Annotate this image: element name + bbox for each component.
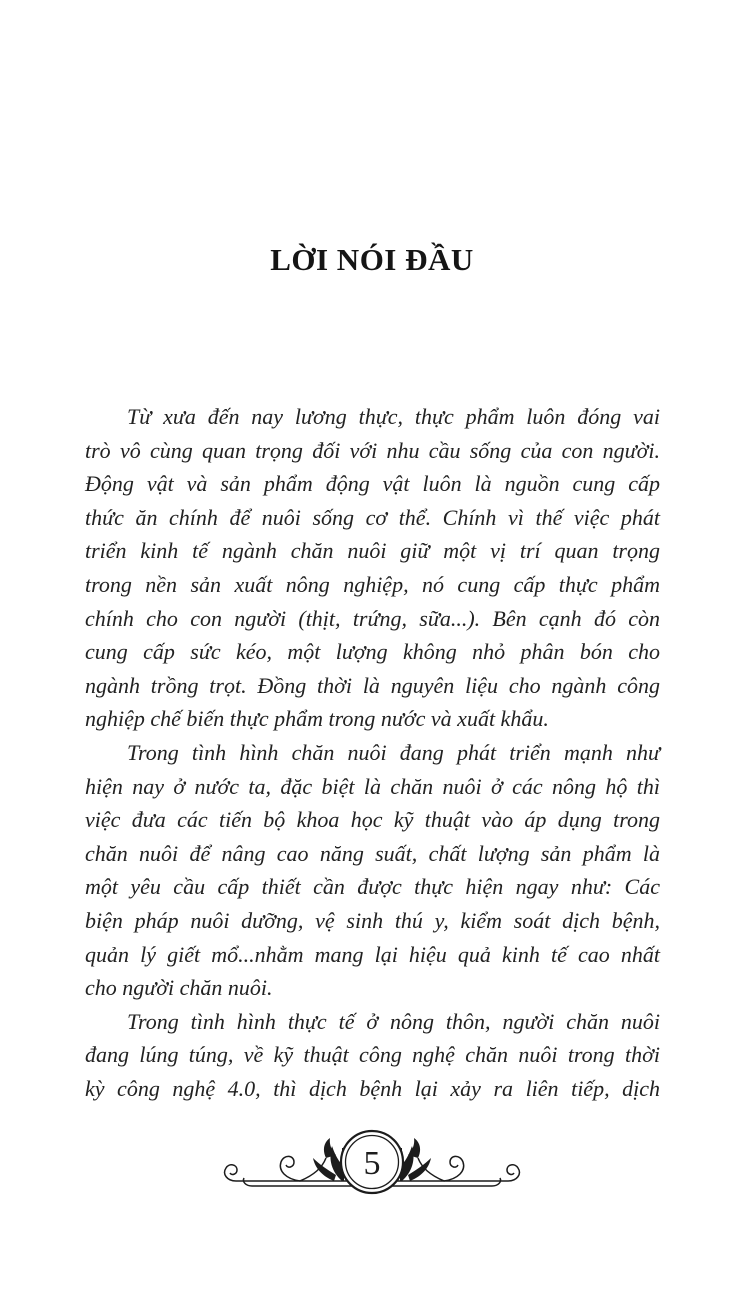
text-line: trong nền sản xuất nông nghiệp, nó cung cấp thực phẩm: [85, 571, 660, 597]
text-line: ngành trồng trọt. Đồng thời là nguyên liệu cho ngành công: [85, 672, 660, 698]
paragraph: [85, 400, 660, 736]
text-line: kỳ công nghệ 4.0, thì dịch bệnh lại xảy ra liên tiếp, dịch: [85, 1075, 660, 1101]
text-line: thức ăn chính để nuôi sống cơ thể. Chính vì thế việc phát: [85, 504, 660, 530]
text-line: biện pháp nuôi dưỡng, vệ sinh thú y, kiểm soát dịch bệnh,: [85, 907, 660, 933]
page-number-ornament: [222, 1120, 522, 1204]
text-line: triển kinh tế ngành chăn nuôi giữ một vị trí quan trọng: [85, 538, 660, 564]
text-line: nghiệp chế biến thực phẩm trong nước và xuất khẩu.: [85, 706, 549, 732]
text-line: chính cho con người (thịt, trứng, sữa...). Bên cạnh đó còn: [85, 605, 660, 631]
text-line: Trong tình hình chăn nuôi đang phát triển mạnh như: [127, 739, 660, 765]
text-line: đang lúng túng, về kỹ thuật công nghệ chăn nuôi trong thời: [85, 1042, 660, 1068]
paragraph: [85, 736, 660, 1005]
text-line: Động vật và sản phẩm động vật luôn là nguồn cung cấp: [85, 471, 660, 497]
text-line: chăn nuôi để nâng cao năng suất, chất lượng sản phẩm là: [85, 840, 660, 866]
flourish-ornament-icon: [222, 1120, 522, 1204]
page-title: LỜI NÓI ĐẦU: [270, 242, 474, 277]
paragraph: [85, 1005, 660, 1106]
body-text: [85, 400, 660, 1105]
text-line: trò vô cùng quan trọng đối với nhu cầu sống của con người.: [85, 437, 660, 463]
text-line: Từ xưa đến nay lương thực, thực phẩm luôn đóng vai: [127, 404, 660, 429]
text-line: quản lý giết mổ...nhằm mang lại hiệu quả kinh tế cao nhất: [85, 941, 660, 967]
text-line: hiện nay ở nước ta, đặc biệt là chăn nuôi ở các nông hộ thì: [85, 773, 660, 799]
text-line: cung cấp sức kéo, một lượng không nhỏ phân bón cho: [85, 639, 660, 665]
page-number: 5: [363, 1145, 381, 1182]
text-line: việc đưa các tiến bộ khoa học kỹ thuật vào áp dụng trong: [85, 807, 660, 833]
text-line: Trong tình hình thực tế ở nông thôn, người chăn nuôi: [127, 1008, 660, 1034]
text-line: cho người chăn nuôi.: [85, 975, 273, 1001]
text-line: một yêu cầu cấp thiết cần được thực hiện ngay như: Các: [85, 874, 660, 900]
